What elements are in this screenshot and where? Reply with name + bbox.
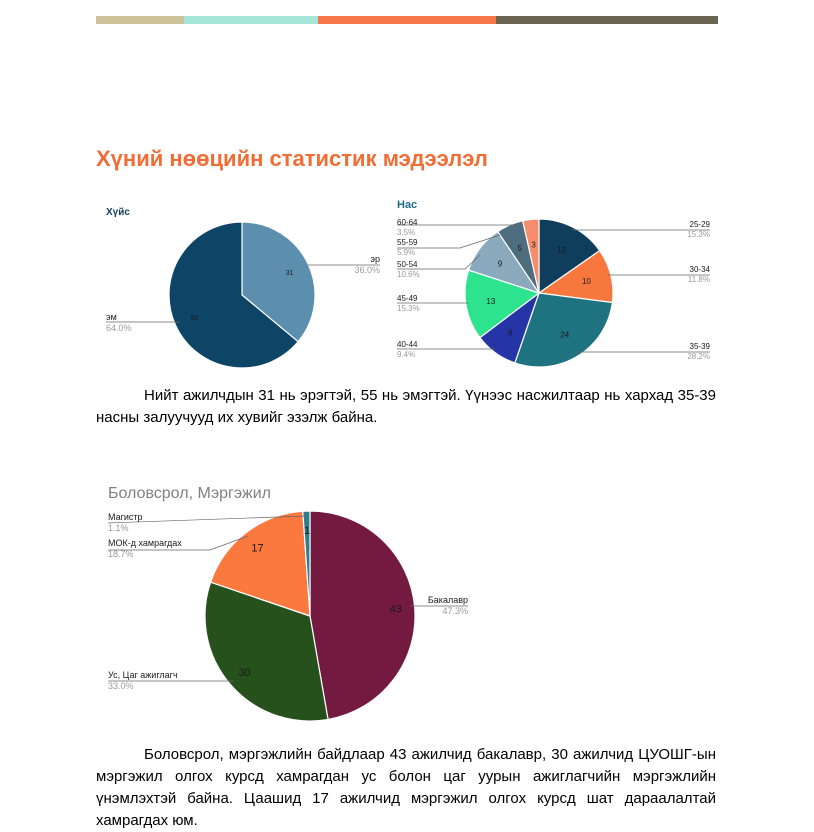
slice-value-label-2-6: 9	[497, 259, 503, 269]
slice-value-label-3-4: 1	[303, 524, 311, 537]
legend-label-3-2: Ус, Цаг ажиглагч	[108, 670, 178, 680]
slice-value-label-2-2: 10	[581, 277, 591, 287]
legend-label-2-5: 45-49	[397, 294, 418, 303]
slice-value-label-2-5: 13	[486, 296, 496, 306]
legend-percent-3-4: 1.1%	[108, 523, 129, 533]
legend-percent-2-6: 10.6%	[397, 270, 420, 279]
slice-value-label-3-2: 30	[238, 666, 251, 679]
legend-percent-2-3: 28.2%	[687, 352, 710, 361]
legend-percent-2-7: 5.9%	[397, 248, 416, 257]
slice-value-label-2-8: 3	[531, 240, 536, 250]
slice-value-label-2-1: 13	[557, 245, 567, 255]
legend-percent-3-3: 18.7%	[108, 549, 134, 559]
legend-label-3-4: Магистр	[108, 512, 143, 522]
chart-title-3: Боловсрол, Мэргэжил	[108, 485, 271, 502]
pie-chart-1	[106, 222, 380, 368]
legend-percent-2-5: 15.3%	[397, 304, 420, 313]
legend-percent-3-1: 47.3%	[442, 606, 468, 616]
legend-percent-2-1: 15.3%	[687, 230, 710, 239]
legend-label-3-1: Бакалавр	[427, 595, 468, 605]
legend-label-1-1: эр	[370, 254, 380, 264]
summary-paragraph-education: Боловсрол, мэргэжлийн байдлаар 43 ажилчид бакалавр, 30 ажилчид ЦУОШГ-ын мэргэжил олгох курсд хамрагдан ус болон цаг уурын ажиглагчийн мэргэжлийн үнэмлэхтэй байна. Цаашид 17 ажилчид мэргэжил олгох курсд шат дараалалтай хамрагдах юм.	[96, 746, 716, 829]
chart-title-2: Нас	[397, 199, 418, 211]
legend-percent-3-2: 33.0%	[108, 681, 134, 691]
slice-value-label-1-2: 55	[190, 314, 199, 322]
page-title: Хүний нөөцийн статистик мэдээлэл	[96, 146, 488, 171]
legend-label-2-8: 60-64	[397, 218, 418, 227]
slice-value-label-2-4: 8	[508, 328, 513, 338]
legend-label-2-1: 25-29	[689, 220, 710, 229]
legend-percent-1-1: 36.0%	[354, 265, 380, 275]
chart-title-1: Хүйс	[106, 207, 130, 218]
legend-label-1-2: эм	[106, 312, 117, 322]
pie-chart-2	[397, 219, 710, 367]
legend-percent-2-4: 9.4%	[397, 350, 416, 359]
legend-percent-2-2: 11.8%	[687, 275, 710, 284]
legend-label-2-4: 40-44	[397, 340, 418, 349]
legend-label-2-6: 50-54	[397, 260, 418, 269]
slice-value-label-1-1: 31	[285, 270, 294, 278]
legend-label-2-2: 30-34	[689, 265, 710, 274]
legend-label-3-3: МОК-д хамрагдах	[108, 538, 182, 548]
slice-value-label-2-7: 5	[517, 243, 522, 253]
summary-paragraph-gender-age: Нийт ажилчдын 31 нь эрэгтэй, 55 нь эмэгтэй. Үүнээс насжилтаар нь хархад 35-39 насны залуучууд их хувийг эзэлж байна.	[96, 387, 716, 426]
slice-value-label-2-3: 24	[560, 330, 570, 340]
legend-percent-2-8: 3.5%	[397, 228, 416, 237]
legend-percent-1-2: 64.0%	[106, 323, 132, 333]
slice-value-label-3-1: 43	[389, 603, 402, 616]
legend-label-2-3: 35-39	[689, 342, 710, 351]
legend-label-2-7: 55-59	[397, 238, 418, 247]
slice-value-label-3-3: 17	[251, 542, 264, 555]
